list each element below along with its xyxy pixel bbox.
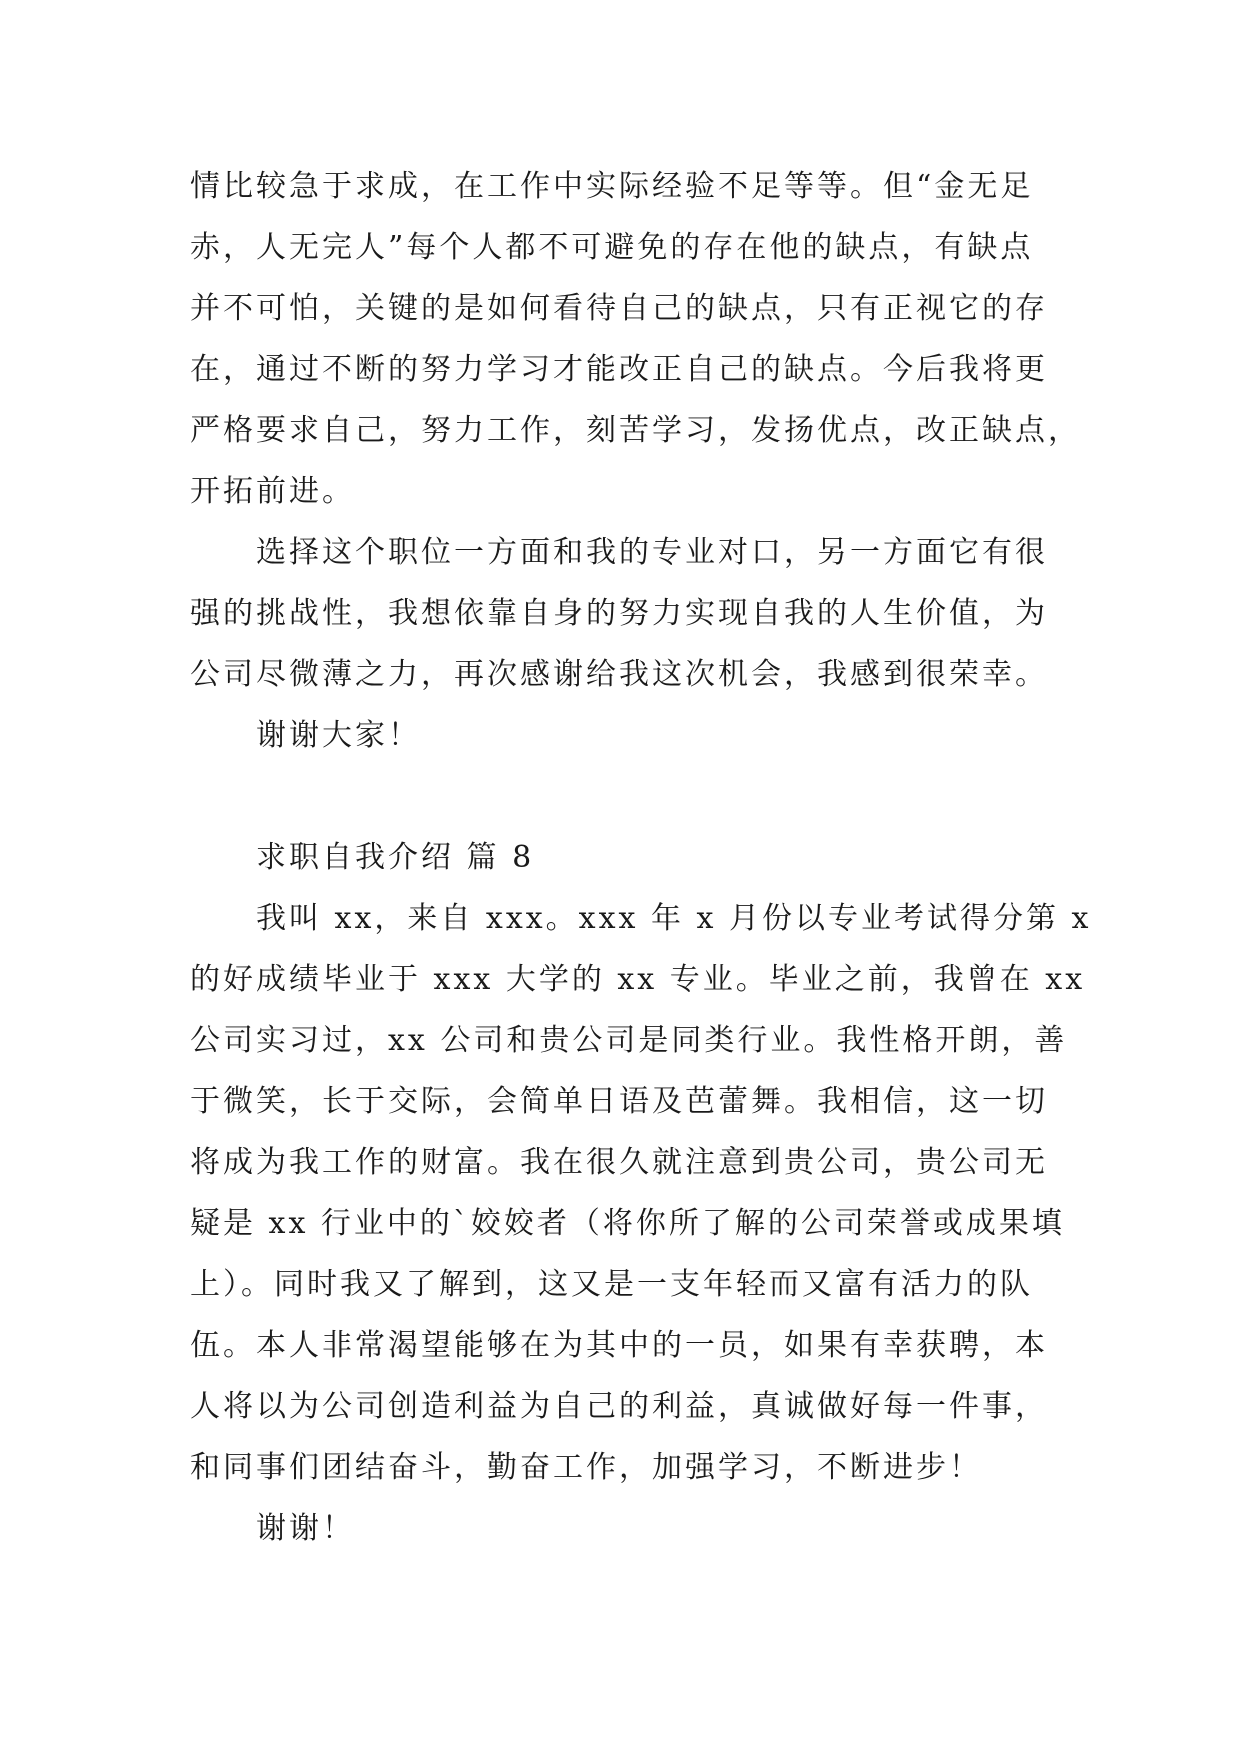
paragraph-line: 严格要求自己，努力工作，刻苦学习，发扬优点，改正缺点， bbox=[190, 413, 1081, 448]
paragraph-line: 开拓前进。 bbox=[190, 474, 355, 509]
paragraph-line: 于微笑，长于交际，会简单日语及芭蕾舞。我相信，这一切 bbox=[190, 1084, 1048, 1119]
paragraph-line: 将成为我工作的财富。我在很久就注意到贵公司，贵公司无 bbox=[190, 1145, 1048, 1180]
paragraph-line: 公司实习过，xx 公司和贵公司是同类行业。我性格开朗，善 bbox=[190, 1023, 1068, 1058]
paragraph-line: 疑是 xx 行业中的`姣姣者（将你所了解的公司荣誉或成果填 bbox=[190, 1206, 1065, 1241]
paragraph-line: 赤，人无完人”每个人都不可避免的存在他的缺点，有缺点 bbox=[190, 230, 1034, 265]
paragraph-line: 伍。本人非常渴望能够在为其中的一员，如果有幸获聘，本 bbox=[190, 1328, 1048, 1363]
paragraph-line: 情比较急于求成，在工作中实际经验不足等等。但“金无足 bbox=[190, 169, 1034, 204]
paragraph-line: 人将以为公司创造利益为自己的利益，真诚做好每一件事， bbox=[190, 1389, 1048, 1424]
paragraph-line: 选择这个职位一方面和我的专业对口，另一方面它有很 bbox=[256, 535, 1048, 570]
document-text bbox=[190, 156, 1092, 1559]
paragraph-line: 和同事们团结奋斗，勤奋工作，加强学习，不断进步！ bbox=[190, 1450, 982, 1485]
paragraph-line: 强的挑战性，我想依靠自身的努力实现自我的人生价值，为 bbox=[190, 596, 1048, 631]
closing-line: 谢谢！ bbox=[256, 1511, 355, 1546]
section-heading: 求职自我介绍 篇 8 bbox=[256, 840, 535, 875]
closing-line: 谢谢大家！ bbox=[256, 718, 421, 753]
paragraph-line: 并不可怕，关键的是如何看待自己的缺点，只有正视它的存 bbox=[190, 291, 1048, 326]
paragraph-line: 在，通过不断的努力学习才能改正自己的缺点。今后我将更 bbox=[190, 352, 1048, 387]
paragraph-line: 的好成绩毕业于 xxx 大学的 xx 专业。毕业之前，我曾在 xx bbox=[190, 962, 1086, 997]
paragraph-line: 上）。同时我又了解到，这又是一支年轻而又富有活力的队 bbox=[190, 1267, 1033, 1302]
paragraph-line: 我叫 xx，来自 xxx。xxx 年 x 月份以专业考试得分第 x bbox=[256, 901, 1092, 936]
paragraph-line: 公司尽微薄之力，再次感谢给我这次机会，我感到很荣幸。 bbox=[190, 657, 1048, 692]
section-gap bbox=[190, 766, 1070, 827]
